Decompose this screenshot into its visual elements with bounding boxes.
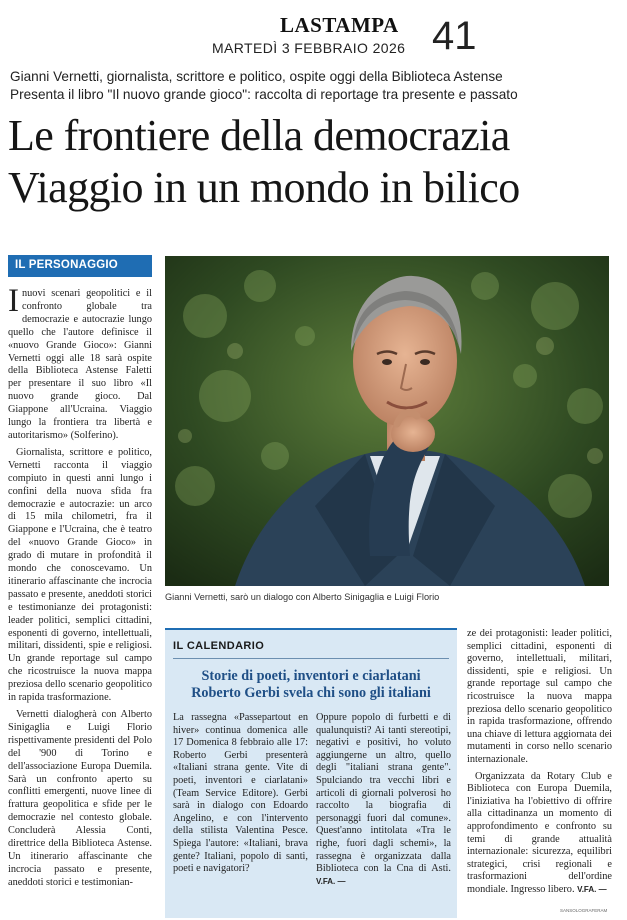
- portrait-illustration: [165, 256, 609, 586]
- divider: [173, 658, 449, 659]
- article-paragraph-2: Giornalista, scrittore e politico, Vernetti racconta il viaggio compiuto in questi anni lungo i confini della nuova sfida fra democrazie e autocrazie: un arco di 15 mila chilometri, fra il Giappone e l'Ucraina, che è teatro del «nuovo Grande Gioco» in grado di mutare in profondità il mondo che conoscevamo. Un itinerario affascinante che incrocia passato e presente, aneddoti storici e testimonianze dei protagonisti: leader politici, semplici cittadini, esponenti di governo, intellettuali, militari, dissidenti, spie e religiosi. Un grande reportage sul campo che ricostruisce la nuova mappa preziosa dello scenario geopolitico in rapida trasformazione.: [8, 446, 152, 704]
- photo-credit: SANSOLOGRAFERAM: [560, 908, 608, 913]
- calendar-title-line-1: Storie di poeti, inventori e ciarlatani: [201, 668, 421, 684]
- portrait-photo: [165, 256, 609, 586]
- page-number: 41: [432, 14, 477, 58]
- headline-line-2: Viaggio in un mondo in bilico: [8, 163, 520, 212]
- headline: [8, 110, 620, 214]
- calendar-box: [165, 628, 457, 918]
- drop-cap: I: [8, 283, 19, 319]
- calendar-signature: V.FA. —: [316, 876, 346, 886]
- continuation-paragraph-1: ze dei protagonisti: leader politici, semplici cittadini, esponenti di governo, intellettuali, militari, dissidenti, spie e religiosi. Un grande reportage sul campo che ricostruisce la nuova mappa preziosa dello scenario geopolitico in rapida trasformazione, offrendo una chiave di lettura aggiornata dei mutamenti in corso nello scenario internazionale.: [467, 628, 612, 765]
- article-body: [8, 283, 152, 894]
- deck-line-2: Presenta il libro "Il nuovo grande gioco": raccolta di reportage tra presente e passato: [10, 87, 518, 102]
- calendar-column-2: [316, 712, 451, 888]
- article-continuation: [467, 628, 612, 900]
- calendar-kicker: IL CALENDARIO: [173, 640, 265, 652]
- calendar-column-1: La rassegna «Passepartout en hiver» continua domenica alle 17 Domenica 8 febbraio alle 17: Roberto Gerbi presenterà «Italiani strana gente. Vite di poeti, inventori e ciarlatani» (Team Service Editore). Gerbi sarà in dialogo con Edoardo Angelino, e con l'intervento della stilista Valentina Pesce. Spiega l'autore: «Italiani, brava gente? Italiani, popolo di santi, poeti e navigatori?: [173, 712, 308, 875]
- calendar-title: [171, 668, 451, 702]
- photo-caption: Gianni Vernetti, sarò un dialogo con Alberto Sinigaglia e Luigi Florio: [165, 592, 440, 602]
- masthead: [0, 10, 627, 60]
- calendar-column-2-text: Oppure popolo di furbetti e di qualunquisti? Ai tanti stereotipi, negativi e positivi, ho voluto aggiungerne un altro, quello degli "italiani strana gente". Spulciando tra vecchi libri e articoli di giornali polverosi ho raccolto la biografia di personaggi fuori dal comune». Quest'anno intitolata «Tra le righe, fuori dagli schemi», la rassegna è organizzata dalla Biblioteca con la Cna di Asti.: [316, 712, 451, 875]
- calendar-title-line-2: Roberto Gerbi svela chi sono gli italiani: [191, 685, 431, 701]
- issue-date: MARTEDÌ 3 FEBBRAIO 2026: [212, 40, 406, 56]
- calendar-columns: [173, 712, 451, 888]
- continuation-paragraph-2: Organizzata da Rotary Club e Biblioteca con Europa Duemila, l'iniziativa ha l'obiettivo di offrire alla cittadinanza un momento di approfondimento e confronto su temi di grande attualità internazionale: sicurezza, equilibri strategici, crisi regionali e trasformazioni dell'ordine mondiale. Ingresso libero. V.FA. —: [467, 770, 612, 895]
- section-kicker: IL PERSONAGGIO: [8, 255, 152, 277]
- headline-line-1: Le frontiere della democrazia: [8, 111, 510, 160]
- deck-line-1: Gianni Vernetti, giornalista, scrittore e politico, ospite oggi della Biblioteca Astense: [10, 69, 503, 84]
- article-paragraph-1: Inuovi scenari geopolitici e il confronto globale tra democrazie e autocrazie lungo quello che l'autore definisce il «nuovo Grande Gioco»: Gianni Vernetti oggi alle 18 sarà ospite della Biblioteca Astense Faletti per presentare il suo libro «Il nuovo grande gioco. Dal Giappone all'Ucraina. Viaggio lungo la frontiera tra libertà e autoritarismo» (Solferino).: [8, 283, 152, 441]
- newspaper-logo: LASTAMPA: [280, 13, 399, 37]
- article-paragraph-3: Vernetti dialogherà con Alberto Sinigaglia e Luigi Florio rispettivamente presidenti del Polo del '900 di Torino e dell'associazione Europa Duemila. Sarà un confronto aperto su conflitti emergenti, nuove linee di frattura geopolitica e sfide per le democrazie nel contesto globale. Concluderà Alessia Conti, direttrice della Biblioteca Astense. Un itinerario affascinante che incrocia passato e presente, aneddoti storici e testimonian-: [8, 709, 152, 888]
- article-signature: V.FA. —: [577, 884, 607, 894]
- deck: [10, 68, 620, 104]
